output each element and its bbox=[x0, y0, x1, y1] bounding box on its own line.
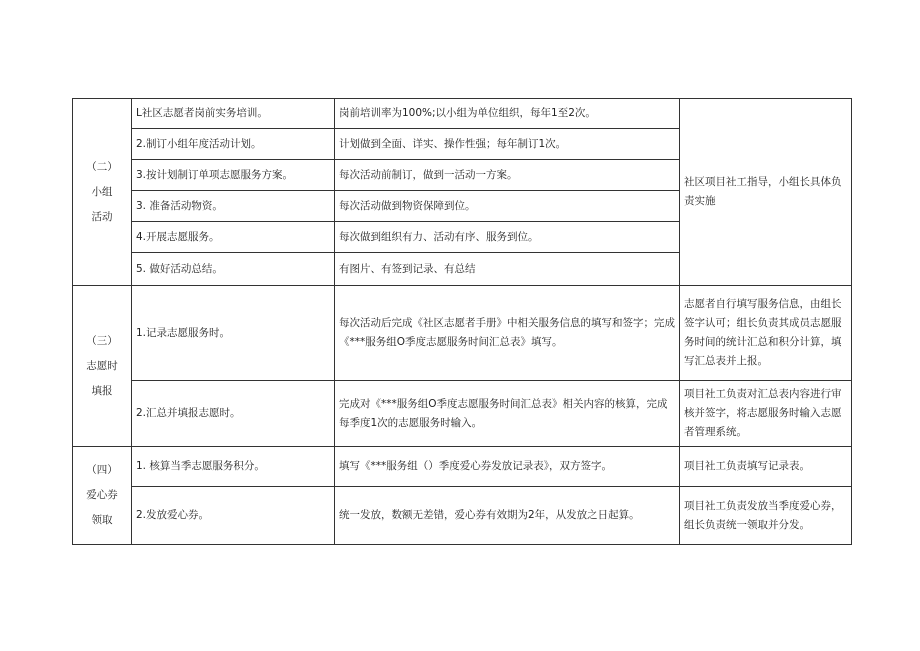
section-title-line: 志愿时 bbox=[86, 359, 118, 372]
responsibility-cell: 社区项目社工指导，小组长具体负责实施 bbox=[680, 99, 852, 286]
responsibility-cell: 项目社工负责对汇总表内容进行审核并签字，将志愿服务时输入志愿者管理系统。 bbox=[680, 381, 852, 447]
task-cell: 2.制订小组年度活动计划。 bbox=[132, 129, 335, 160]
task-cell: 2.汇总并填报志愿时。 bbox=[132, 381, 335, 447]
task-cell: 4.开展志愿服务。 bbox=[132, 222, 335, 253]
section-number: （四） bbox=[86, 464, 118, 476]
section-number: （三） bbox=[86, 334, 118, 347]
section-title-line: 活动 bbox=[91, 210, 113, 223]
standard-cell: 计划做到全面、详实、操作性强；每年制订1次。 bbox=[335, 129, 680, 160]
section-title-line: 填报 bbox=[91, 384, 113, 397]
table-row bbox=[73, 381, 852, 447]
standard-cell: 每次活动做到物资保障到位。 bbox=[335, 191, 680, 222]
responsibility-cell: 项目社工负责填写记录表。 bbox=[680, 447, 852, 487]
standard-cell: 每次活动后完成《社区志愿者手册》中相关服务信息的填写和签字；完成《***服务组O季度志愿服务时间汇总表》填写。 bbox=[335, 286, 680, 381]
standard-cell: 有图片、有签到记录、有总结 bbox=[335, 253, 680, 286]
responsibility-cell: 志愿者自行填写服务信息，由组长签字认可；组长负责其成员志愿服务时间的统计汇总和积分计算，填写汇总表并上报。 bbox=[680, 286, 852, 381]
task-cell: L社区志愿者岗前实务培训。 bbox=[132, 99, 335, 129]
section-number: （二） bbox=[86, 160, 118, 173]
task-cell: 1. 核算当季志愿服务积分。 bbox=[132, 447, 335, 487]
section-heading bbox=[73, 286, 132, 447]
task-cell: 1.记录志愿服务时。 bbox=[132, 286, 335, 381]
task-cell: 3.按计划制订单项志愿服务方案。 bbox=[132, 160, 335, 191]
table-row bbox=[73, 99, 852, 129]
table-row bbox=[73, 447, 852, 487]
task-cell: 3. 准备活动物资。 bbox=[132, 191, 335, 222]
section-title-line: 爱心券 bbox=[86, 489, 118, 501]
task-cell: 2.发放爱心券。 bbox=[132, 487, 335, 545]
responsibility-cell: 项目社工负责发放当季度爱心券，组长负责统一领取并分发。 bbox=[680, 487, 852, 545]
section-title-line: 小组 bbox=[91, 185, 113, 198]
table-row bbox=[73, 286, 852, 381]
section-title-line: 领取 bbox=[91, 514, 113, 526]
table-row bbox=[73, 487, 852, 545]
task-cell: 5. 做好活动总结。 bbox=[132, 253, 335, 286]
activity-table bbox=[72, 98, 852, 545]
standard-cell: 岗前培训率为100%;以小组为单位组织，每年1至2次。 bbox=[335, 99, 680, 129]
section-heading bbox=[73, 447, 132, 545]
standard-cell: 完成对《***服务组O季度志愿服务时间汇总表》相关内容的核算，完成每季度1次的志愿服务时输入。 bbox=[335, 381, 680, 447]
standard-cell: 填写《***服务组（）季度爱心券发放记录表》，双方签字。 bbox=[335, 447, 680, 487]
section-heading bbox=[73, 99, 132, 286]
standard-cell: 统一发放，数额无差错，爱心券有效期为2年，从发放之日起算。 bbox=[335, 487, 680, 545]
standard-cell: 每次活动前制订，做到一活动一方案。 bbox=[335, 160, 680, 191]
standard-cell: 每次做到组织有力、活动有序、服务到位。 bbox=[335, 222, 680, 253]
